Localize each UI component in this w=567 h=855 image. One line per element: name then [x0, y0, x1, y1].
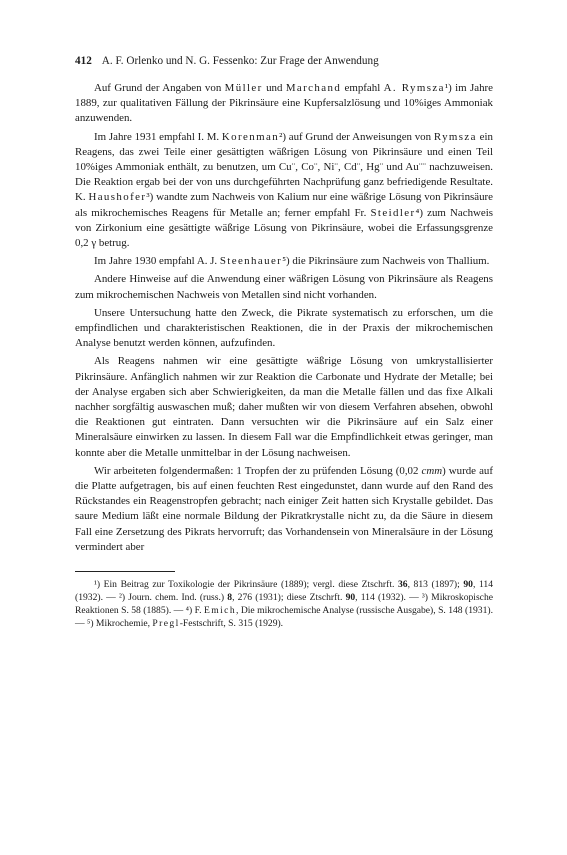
footnotes — [75, 578, 493, 630]
volume: 90 — [345, 592, 356, 604]
text: , Die mikrochemische Analyse (russische Ausgabe), S. 148 (1931). — ⁵) Mikrochemie, — [75, 605, 493, 630]
paragraph-6: Als Reagens nahmen wir eine gesättigte wäßrige Lösung von umkrystallisierter Pikrinsäure. Anfänglich nahmen wir zur Reaktion die Carbonate und Hydrate der Metalle; bei der Analyse ergaben sich aber Schwierigkeiten, da man die Metalle fällen und das fixe Alkali nachher sorgfältig auswaschen muß; daher mußten wir von diesem Verfahren absehen, obwohl die Reaktionen gut eintraten. Dann versuchten wir die Pikrinsäure auf ein Salz einer Mineralsäure einwirken zu lassen. In diesem Fall war die Empfindlichkeit etwas geringer, man konnte aber die Metalle unmittelbar in der Lösung nachweisen. — [75, 355, 493, 459]
text: Auf Grund der Angaben von — [94, 82, 225, 94]
text: Wir arbeiteten folgendermaßen: 1 Tropfen der zu prüfenden Lösung (0,02 — [94, 464, 422, 477]
text: , 276 (1931); diese Ztschrft. — [232, 592, 346, 604]
volume: 36 — [397, 579, 408, 591]
text: ²) auf Grund der Anweisungen von — [279, 130, 434, 143]
author-name: Pregl — [152, 618, 180, 630]
author-name: Emich — [203, 605, 237, 617]
text: empfahl — [341, 82, 384, 94]
text: ³) wandte zum Nachweis von Kalium nur eine wäßrige Lösung von Pikrinsäure als mikrochemisches Reagens für Metalle an; ferner empfahl Fr. — [75, 191, 494, 219]
text: , 114 (1932). — ³) Mikroskopische Reaktionen S. 58 (1885). — ⁴) F. — [75, 592, 493, 617]
text: ) wurde auf die Platte aufgetragen, bis auf einen feuchten Rest eingedunstet, dann wurde auf den Rand des Rückstandes ein Reagenstropfen gebracht; nach einiger Zeit hatten sich Krystalle gebildet. Das saure Medium läßt eine normale Bildung der Pikratkrystalle nicht zu, da die Säure in diesem Fall eine Zersetzung des Pikrats hervorruft; das Vorhandensein von Mineralsäure in der Lösung vermindert aber — [75, 464, 493, 553]
text: ein Reagens, das zwei Teile einer gesättigten wäßrigen Lösung von Pikrinsäure und einen Teil 10%iges Ammoniak enthält, zu benutzen, um Cu¨, Co¨, Ni¨, Cd¨, Hg¨ und Au¨¨ nachzuweisen. Die Reaktion ergab bei der von uns durchgeführten Nachprüfung ganz befriedigende Resultate. K. — [75, 130, 493, 204]
paragraph-5: Unsere Untersuchung hatte den Zweck, die Pikrate systematisch zu erforschen, um die empfindlichen und charakteristischen Reaktionen, die in der Praxis der mikrochemischen Analyse benutzt werden können, aufzufinden. — [75, 306, 493, 350]
paragraph-7 — [75, 464, 493, 555]
author-name: Haushofer — [88, 191, 147, 204]
paragraph-4: Andere Hinweise auf die Anwendung einer wäßrigen Lösung von Pikrinsäure als Reagens zum mikrochemischen Nachweis von Metallen sind nicht vorhanden. — [75, 273, 493, 301]
volume: 90 — [463, 579, 473, 591]
author-name: Steenhauer — [219, 255, 283, 268]
paragraph-2 — [75, 130, 493, 252]
paragraph-1 — [75, 81, 493, 127]
author-name: Steidler — [370, 206, 416, 219]
text: ⁵) die Pikrinsäure zum Nachweis von Thallium. — [282, 255, 490, 268]
author-name: A. Rymsza — [383, 82, 445, 94]
text: ⁴) zum Nachweis von Zirkonium eine gesättigte wäßrige Lösung von Pikrinsäure, wobei die Erfassungsgrenze 0,2 γ betrug. — [75, 206, 493, 250]
paragraph-3 — [75, 254, 493, 269]
author-name: Marchand — [285, 82, 342, 94]
text: , 813 (1897); — [407, 579, 464, 591]
journal-page — [75, 54, 493, 630]
running-title: A. F. Orlenko und N. G. Fessenko: Zur Frage der Anwendung — [101, 55, 379, 67]
running-head — [75, 54, 493, 68]
unit-cmm: cmm — [421, 464, 443, 477]
text: Im Jahre 1930 empfahl A. J. — [94, 255, 220, 268]
volume: 8 — [227, 592, 233, 604]
text: -Festschrift, S. 315 (1929). — [179, 618, 284, 630]
text: , 114 (1932). — ²) Journ. chem. Ind. (russ.) — [75, 579, 493, 604]
author-name: Korenman — [221, 130, 280, 143]
text: ¹) Ein Beitrag zur Toxikologie der Pikrinsäure (1889); vergl. diese Ztschrft. — [94, 579, 398, 591]
author-name: Rymsza — [433, 130, 477, 143]
author-name: Müller — [224, 82, 263, 94]
footnote-rule — [75, 571, 175, 572]
text: Im Jahre 1931 empfahl I. M. — [94, 130, 222, 143]
text: und — [262, 82, 286, 94]
page-number: 412 — [75, 55, 92, 67]
text: ¹) im Jahre 1889, zur qualitativen Fällung der Pikrinsäure eine Kupfersalzlösung und 10%iges Ammoniak anzuwenden. — [75, 82, 493, 125]
